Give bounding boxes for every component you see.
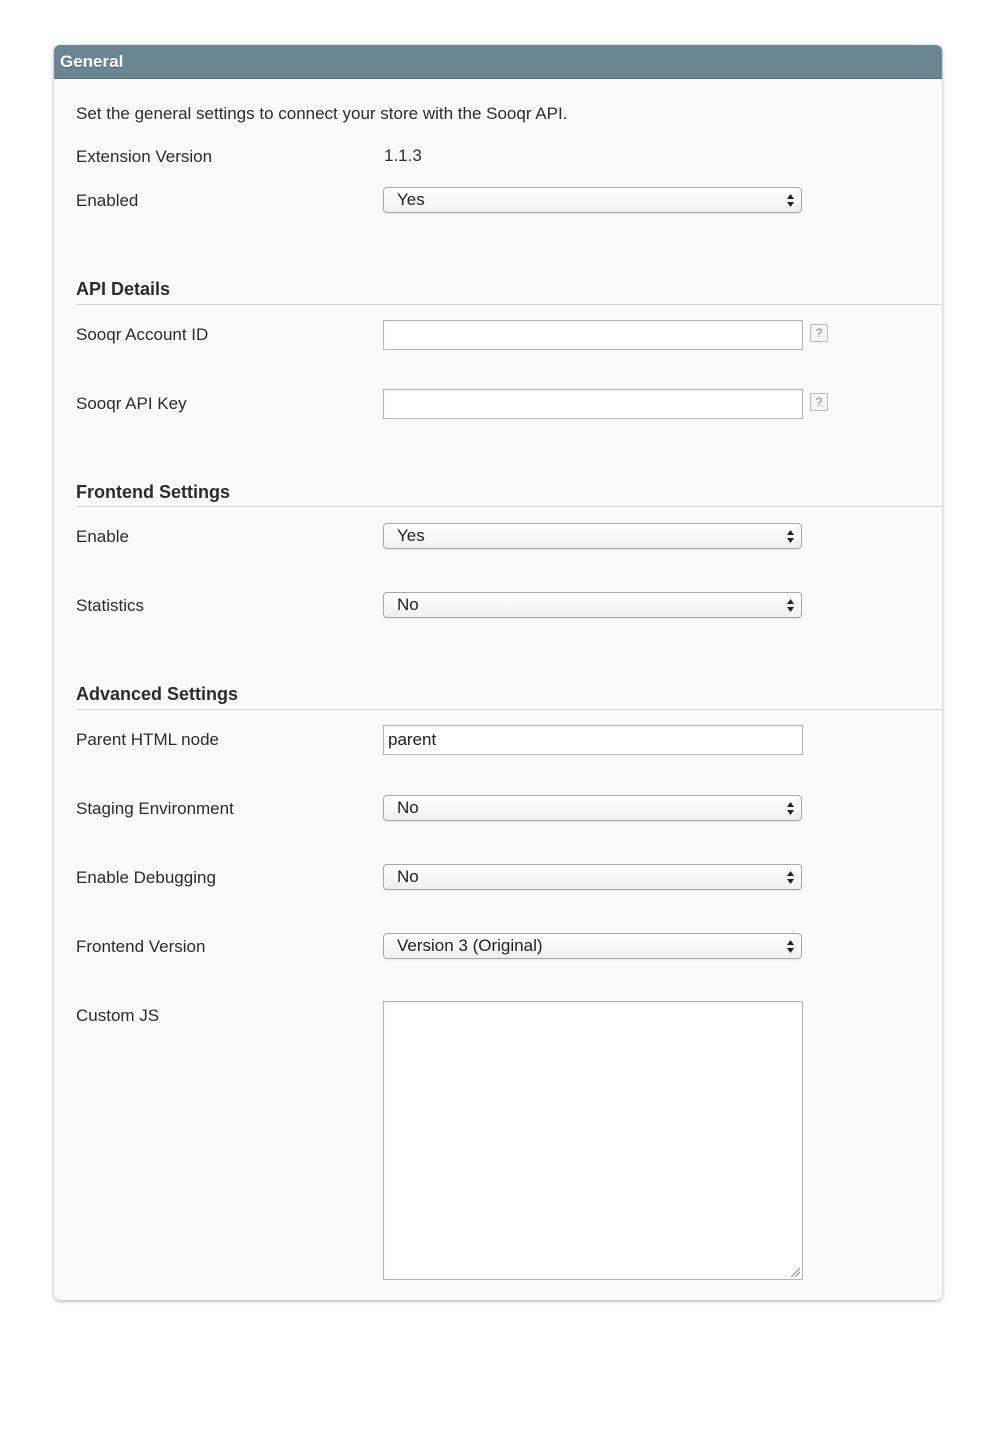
- parent-html-node-label: Parent HTML node: [76, 730, 219, 749]
- statistics-select-value: No: [397, 595, 419, 614]
- enable-debugging-select-value: No: [397, 867, 419, 886]
- help-icon[interactable]: ?: [810, 324, 828, 342]
- chevron-up-down-icon: [786, 868, 795, 886]
- panel-title: General: [60, 52, 124, 71]
- frontend-enable-label: Enable: [76, 527, 129, 546]
- resize-grip-icon[interactable]: [790, 1267, 800, 1277]
- sooqr-account-id-label: Sooqr Account ID: [76, 325, 209, 344]
- parent-html-node-input[interactable]: [383, 725, 803, 755]
- frontend-settings-divider: [76, 506, 942, 507]
- chevron-up-down-icon: [786, 937, 795, 955]
- help-icon[interactable]: ?: [810, 393, 828, 411]
- frontend-version-select[interactable]: [383, 933, 802, 959]
- frontend-version-label: Frontend Version: [76, 937, 206, 956]
- chevron-up-down-icon: [786, 527, 795, 545]
- sooqr-api-key-input[interactable]: [383, 389, 803, 419]
- enable-debugging-select[interactable]: [383, 864, 802, 890]
- advanced-settings-heading: Advanced Settings: [76, 684, 239, 704]
- frontend-enable-select-value: Yes: [397, 526, 425, 545]
- general-settings-panel: [54, 45, 942, 1300]
- sooqr-account-id-input[interactable]: [383, 320, 803, 350]
- staging-environment-label: Staging Environment: [76, 799, 234, 818]
- enabled-label: Enabled: [76, 191, 139, 210]
- sooqr-api-key-label: Sooqr API Key: [76, 394, 187, 413]
- panel-header[interactable]: [54, 45, 942, 79]
- frontend-settings-heading: Frontend Settings: [76, 482, 230, 502]
- extension-version-value: 1.1.3: [384, 146, 422, 165]
- custom-js-label: Custom JS: [76, 1006, 160, 1025]
- frontend-version-select-value: Version 3 (Original): [397, 936, 543, 955]
- panel-intro-text: Set the general settings to connect your store with the Sooqr API.: [76, 104, 568, 123]
- statistics-select[interactable]: [383, 592, 802, 618]
- enabled-select[interactable]: [383, 187, 802, 213]
- api-details-divider: [76, 304, 942, 305]
- enable-debugging-label: Enable Debugging: [76, 868, 216, 887]
- extension-version-label: Extension Version: [76, 147, 213, 166]
- staging-environment-select[interactable]: [383, 795, 802, 821]
- chevron-up-down-icon: [786, 191, 795, 209]
- chevron-up-down-icon: [786, 596, 795, 614]
- parent-html-node-value: parent: [388, 730, 437, 749]
- staging-environment-select-value: No: [397, 798, 419, 817]
- statistics-label: Statistics: [76, 596, 145, 615]
- custom-js-textarea[interactable]: [383, 1001, 803, 1280]
- frontend-enable-select[interactable]: [383, 523, 802, 549]
- advanced-settings-divider: [76, 709, 942, 710]
- chevron-up-down-icon: [786, 799, 795, 817]
- api-details-heading: API Details: [76, 279, 171, 299]
- enabled-select-value: Yes: [397, 190, 425, 209]
